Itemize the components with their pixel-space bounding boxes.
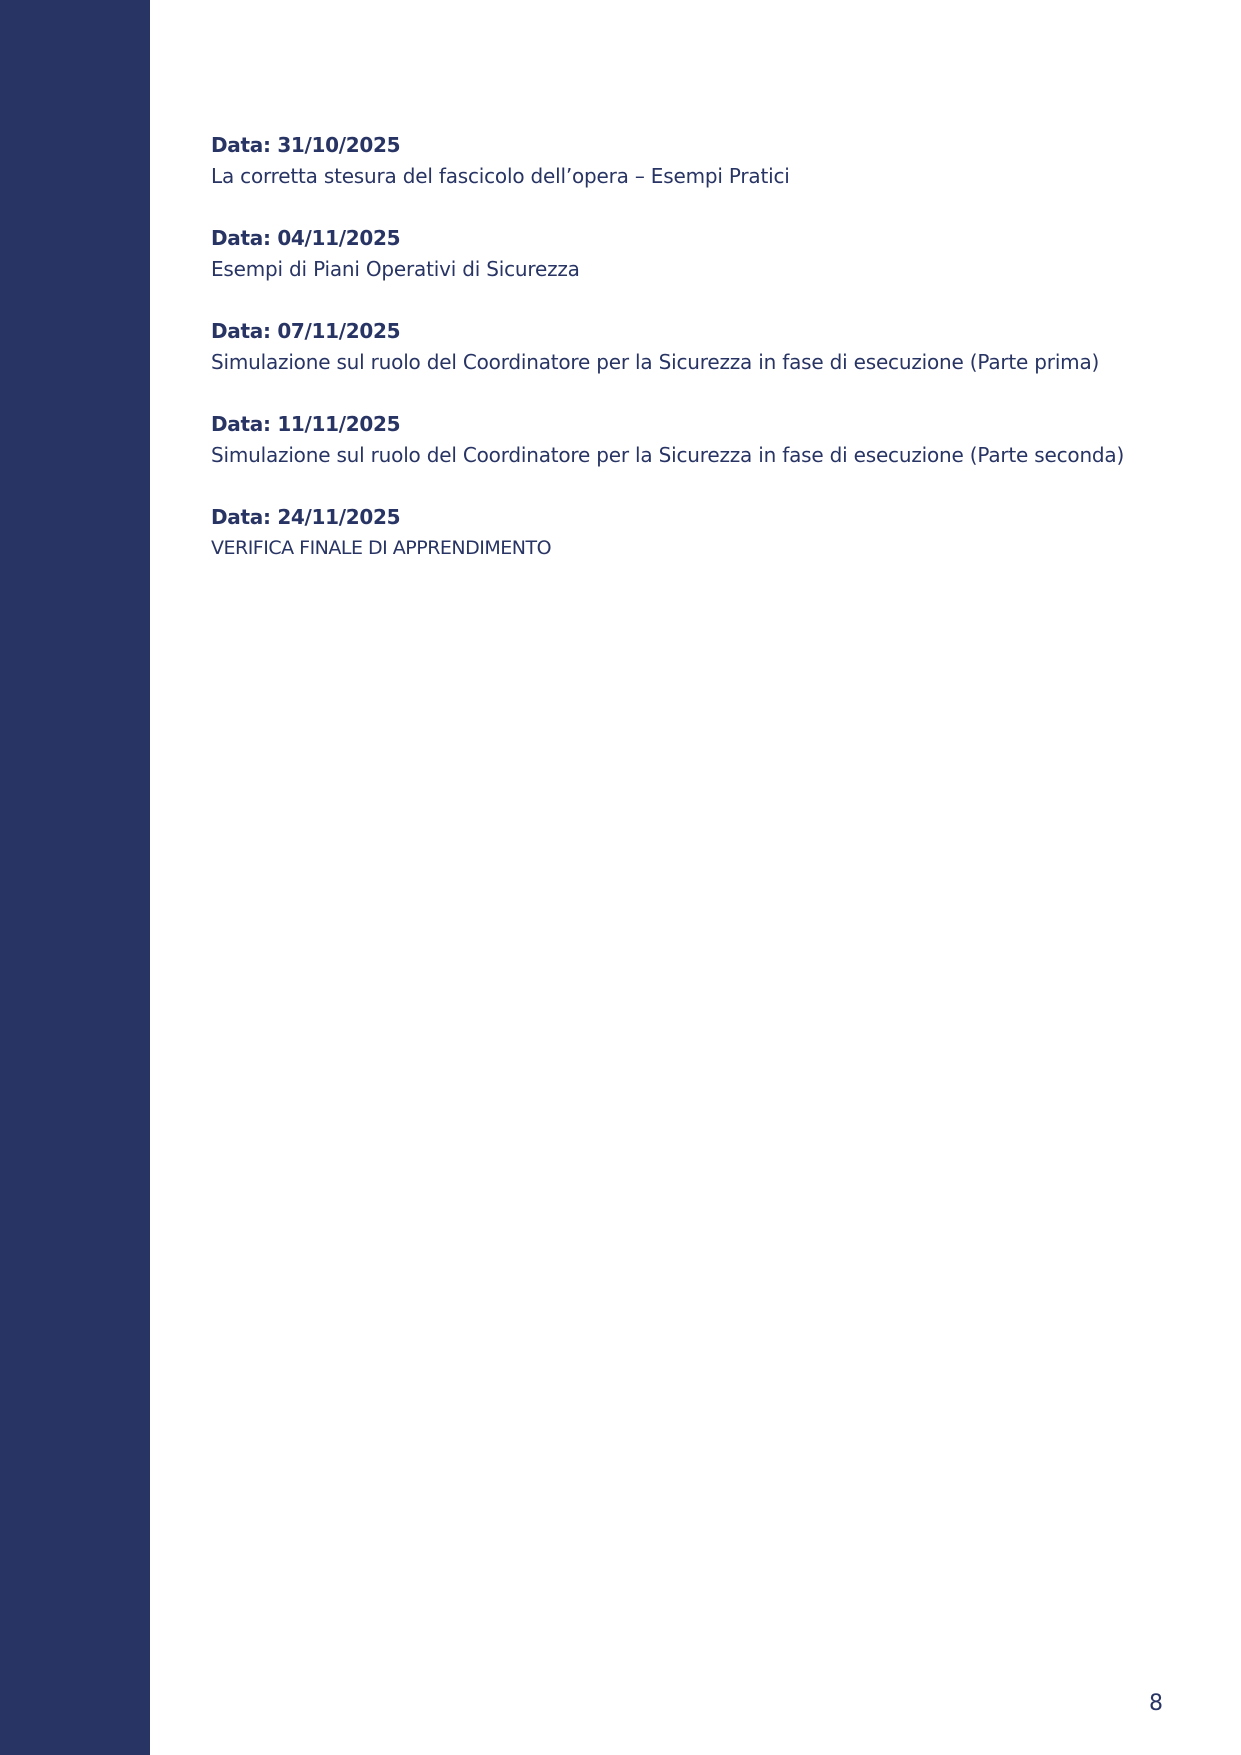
entry-date: Data: 31/10/2025 — [211, 133, 401, 157]
entry-topic: Esempi di Piani Operativi di Sicurezza — [211, 257, 580, 281]
schedule-entry — [211, 316, 1162, 378]
schedule-list — [211, 130, 1162, 595]
schedule-entry — [211, 409, 1162, 471]
page-number: 8 — [1149, 1691, 1163, 1716]
entry-date: Data: 24/11/2025 — [211, 505, 401, 529]
entry-topic: La corretta stesura del fascicolo dell’opera – Esempi Pratici — [211, 164, 790, 188]
entry-date: Data: 04/11/2025 — [211, 226, 401, 250]
entry-date: Data: 07/11/2025 — [211, 319, 401, 343]
schedule-entry — [211, 130, 1162, 192]
entry-topic: Simulazione sul ruolo del Coordinatore per la Sicurezza in fase di esecuzione (Parte prima) — [211, 350, 1100, 374]
entry-topic: VERIFICA FINALE DI APPRENDIMENTO — [211, 537, 552, 559]
sidebar-band — [0, 0, 150, 1755]
schedule-entry — [211, 502, 1162, 564]
entry-date: Data: 11/11/2025 — [211, 412, 401, 436]
schedule-entry — [211, 223, 1162, 285]
entry-topic: Simulazione sul ruolo del Coordinatore per la Sicurezza in fase di esecuzione (Parte seconda) — [211, 443, 1125, 467]
